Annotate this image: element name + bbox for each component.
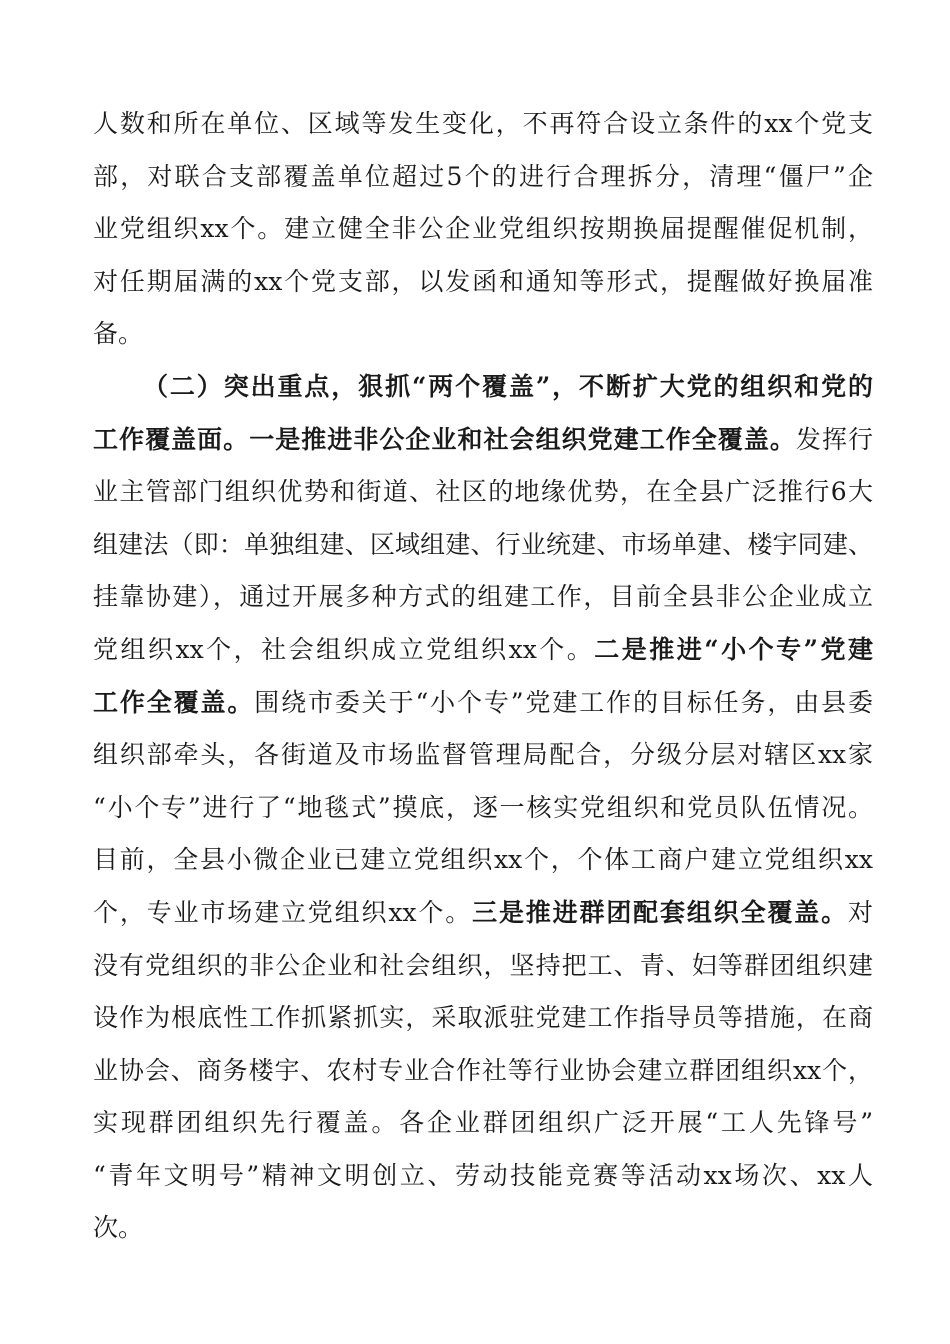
text-segment: 业主管部门组织优势和街道、社区的地缘优势，在全县广泛推行6大 [93, 477, 873, 507]
text-segment: 党组织xx个，社会组织成立党组织xx个。 [93, 634, 595, 664]
text-line [93, 571, 873, 624]
text-segment: 业协会、商务楼宇、农村专业合作社等行业协会建立群团组织xx个， [93, 1055, 873, 1085]
bold-text-segment: 二是推进“小个专”党建 [594, 634, 873, 664]
text-line [93, 940, 873, 993]
text-segment: “小个专”进行了“地毯式”摸底，逐一核实党组织和党员队伍情况。 [93, 792, 873, 822]
text-segment: 业党组织xx个。建立健全非公企业党组织按期换届提醒催促机制， [93, 214, 873, 244]
text-segment: 设作为根底性工作抓紧抓实，采取派驻党建工作指导员等措施，在商 [93, 1003, 873, 1033]
bold-text-segment: 工作全覆盖。 [93, 687, 255, 717]
text-line [93, 782, 873, 835]
text-segment: 组建法（即：单独组建、区域组建、行业统建、市场单建、楼宇同建、 [93, 529, 873, 559]
text-segment: 对任期届满的xx个党支部，以发函和通知等形式，提醒做好换届准 [93, 266, 873, 296]
text-line [93, 729, 873, 782]
text-segment: 发挥行 [795, 424, 873, 454]
text-line [93, 256, 873, 309]
text-segment: 围绕市委关于“小个专”党建工作的目标任务，由县委 [254, 687, 873, 717]
text-line [93, 834, 873, 887]
text-line [93, 519, 873, 572]
text-segment: 目前，全县小微企业已建立党组织xx个，个体工商户建立党组织xx [93, 845, 873, 875]
text-segment: 组织部牵头，各街道及市场监督管理局配合，分级分层对辖区xx家 [93, 740, 873, 770]
text-line [93, 151, 873, 204]
section-heading: （二）突出重点，狠抓“两个覆盖”，不断扩大党的组织和党的 [143, 371, 873, 401]
text-line [93, 624, 873, 677]
text-line [93, 1150, 873, 1203]
text-segment: 个，专业市场建立党组织xx个。 [93, 897, 473, 927]
text-line [93, 1202, 873, 1255]
text-segment: 人数和所在单位、区域等发生变化，不再符合设立条件的xx个党支 [93, 109, 873, 138]
text-line [93, 1045, 873, 1098]
text-segment: 实现群团组织先行覆盖。各企业群团组织广泛开展“工人先锋号” [93, 1108, 873, 1138]
text-line [93, 992, 873, 1045]
section-heading-line [93, 361, 873, 414]
text-segment: 部，对联合支部覆盖单位超过5个的进行合理拆分，清理“僵尸”企 [93, 161, 873, 191]
bold-text-segment: 三是推进群团配套组织全覆盖。 [472, 897, 848, 927]
text-line [93, 98, 873, 151]
text-line [93, 414, 873, 467]
text-line [93, 466, 873, 519]
text-segment: “青年文明号”精神文明创立、劳动技能竞赛等活动xx场次、xx人 [93, 1160, 873, 1190]
text-segment: 备。 [93, 319, 144, 349]
text-segment: 没有党组织的非公企业和社会组织，坚持把工、青、妇等群团组织建 [93, 950, 873, 980]
text-line [93, 677, 873, 730]
text-line [93, 887, 873, 940]
text-line [93, 1097, 873, 1150]
text-segment: 次。 [93, 1213, 144, 1243]
document-body [93, 98, 873, 1255]
bold-text-segment: 工作覆盖面。一是推进非公企业和社会组织党建工作全覆盖。 [93, 424, 796, 454]
text-segment: 对 [847, 897, 873, 927]
text-segment: 挂靠协建），通过开展多种方式的组建工作，目前全县非公企业成立 [93, 582, 873, 612]
text-line [93, 203, 873, 256]
text-line [93, 308, 873, 361]
